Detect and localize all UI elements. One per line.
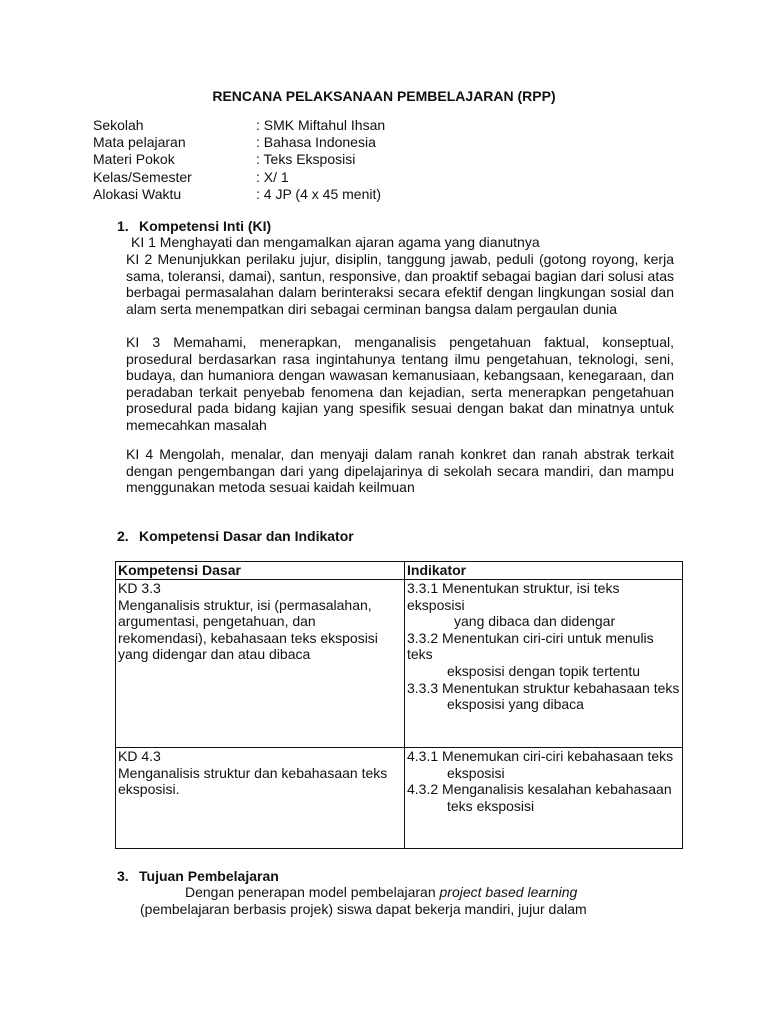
section-number: 3. bbox=[117, 868, 129, 884]
tujuan-line-2: (pembelajaran berbasis projek) siswa dapat bekerja mandiri, jujur dalam bbox=[140, 900, 587, 917]
meta-label: Mata pelajaran bbox=[93, 134, 186, 151]
document-title: RENCANA PELAKSANAAN PEMBELAJARAN (RPP) bbox=[212, 88, 556, 104]
meta-value: : 4 JP (4 x 45 menit) bbox=[256, 185, 382, 202]
ki-3-text: KI 3 Memahami, menerapkan, menganalisis pengetahuan faktual, konseptual, prosedural berdasarkan rasa ingintahunya tentang ilmu pengetahuan, teknologi, seni, budaya, dan humaniora dengan wawasan kemanusiaan, kebangsaan, kenegaraan, dan peradaban terkait penyebab fenomena dan kejadian, serta menerapkan pengetahuan prosedural pada bidang kajian yang spesifik sesuai dengan bakat dan minatnya untuk memecahkan masalah bbox=[126, 334, 674, 433]
tujuan-paragraph bbox=[140, 884, 680, 917]
indicator-sub: eksposisi bbox=[447, 764, 505, 781]
section-heading-ki bbox=[117, 218, 271, 235]
section-heading-kd bbox=[117, 528, 354, 545]
indicator-main: 4.3.1 Menemukan ciri-ciri kebahasaan teks bbox=[407, 748, 674, 764]
meta-row-kelas-semester bbox=[93, 169, 385, 186]
kd-cell bbox=[116, 748, 405, 849]
ki-3 bbox=[126, 334, 674, 434]
ki-4-text: KI 4 Mengolah, menalar, dan menyaji dalam ranah konkret dan ranah abstrak terkait dengan pengembangan dari yang dipelajarinya di sekolah secara mandiri, dan mampu menggunakan metoda sesuai kaidah keilmuan bbox=[126, 446, 674, 496]
table-row bbox=[116, 580, 683, 748]
tujuan-line-1 bbox=[140, 884, 680, 901]
identity-block bbox=[93, 117, 385, 203]
section-title: Tujuan Pembelajaran bbox=[139, 868, 279, 884]
meta-value: : X/ 1 bbox=[256, 168, 289, 185]
meta-row-alokasi-waktu bbox=[93, 186, 385, 203]
tujuan-text: Dengan penerapan model pembelajaran bbox=[185, 884, 440, 900]
indicator-cell bbox=[405, 580, 683, 748]
meta-label: Materi Pokok bbox=[93, 151, 175, 168]
header-kompetensi-dasar: Kompetensi Dasar bbox=[116, 562, 405, 580]
ki-2 bbox=[126, 251, 674, 317]
section-number: 1. bbox=[117, 218, 129, 234]
section-title: Kompetensi Inti (KI) bbox=[139, 218, 272, 234]
section-title: Kompetensi Dasar dan Indikator bbox=[139, 528, 354, 544]
meta-label: Kelas/Semester bbox=[93, 168, 192, 185]
meta-value: : Bahasa Indonesia bbox=[256, 134, 376, 151]
kd-indikator-table bbox=[115, 561, 683, 849]
ki-1-text: KI 1 Menghayati dan mengamalkan ajaran agama yang dianutnya bbox=[131, 234, 540, 250]
meta-label: Sekolah bbox=[93, 117, 144, 133]
indicator-main: 3.3.1 Menentukan struktur, isi teks eksposisi bbox=[407, 580, 620, 613]
kd-text: Menganalisis struktur dan kebahasaan teks eksposisi. bbox=[118, 764, 388, 798]
indicator-sub: teks eksposisi bbox=[447, 797, 535, 814]
section-number: 2. bbox=[117, 528, 129, 544]
table-header-row bbox=[116, 562, 683, 580]
kd-text: Menganalisis struktur, isi (permasalahan, argumentasi, pengetahuan, dan rekomendasi), kebahasaan teks eksposisi yang didengar dan atau dibaca bbox=[118, 596, 378, 663]
kd-cell bbox=[116, 580, 405, 748]
indicator-sub: eksposisi dengan topik tertentu bbox=[447, 662, 641, 679]
ki-4 bbox=[126, 446, 674, 496]
table-row bbox=[116, 748, 683, 849]
indicator-main: 3.3.2 Menentukan ciri-ciri untuk menulis teks bbox=[407, 629, 654, 663]
meta-value: : SMK Miftahul Ihsan bbox=[256, 117, 386, 133]
kd-code: KD 3.3 bbox=[118, 580, 161, 596]
meta-row-materi-pokok bbox=[93, 151, 385, 168]
meta-value: : Teks Eksposisi bbox=[256, 151, 356, 168]
meta-label: Alokasi Waktu bbox=[93, 185, 182, 202]
header-indikator: Indikator bbox=[405, 562, 683, 580]
indicator-main: 3.3.3 Menentukan struktur kebahasaan teks bbox=[407, 679, 680, 696]
tujuan-model-name: project based learning bbox=[439, 884, 578, 900]
indicator-cell bbox=[405, 748, 683, 849]
ki-1 bbox=[131, 234, 674, 251]
kd-code: KD 4.3 bbox=[118, 748, 161, 764]
indicator-sub: yang dibaca dan didengar bbox=[454, 613, 616, 630]
section-heading-tujuan bbox=[117, 868, 279, 885]
meta-row-sekolah bbox=[93, 117, 385, 134]
ki-2-text: KI 2 Menunjukkan perilaku jujur, disiplin, tanggung jawab, peduli (gotong royong, kerja sama, toleransi, damai), santun, responsive, dan proaktif sebagai bagian dari solusi atas berbagai permasalahan dalam berinteraksi secara efektif dengan lingkungan sosial dan alam serta menempatkan diri sebagai cerminan bangsa dalam pergaulan dunia bbox=[126, 251, 674, 317]
indicator-sub: eksposisi yang dibaca bbox=[447, 696, 584, 713]
meta-row-mata-pelajaran bbox=[93, 134, 385, 151]
indicator-main: 4.3.2 Menganalisis kesalahan kebahasaan bbox=[407, 781, 672, 798]
